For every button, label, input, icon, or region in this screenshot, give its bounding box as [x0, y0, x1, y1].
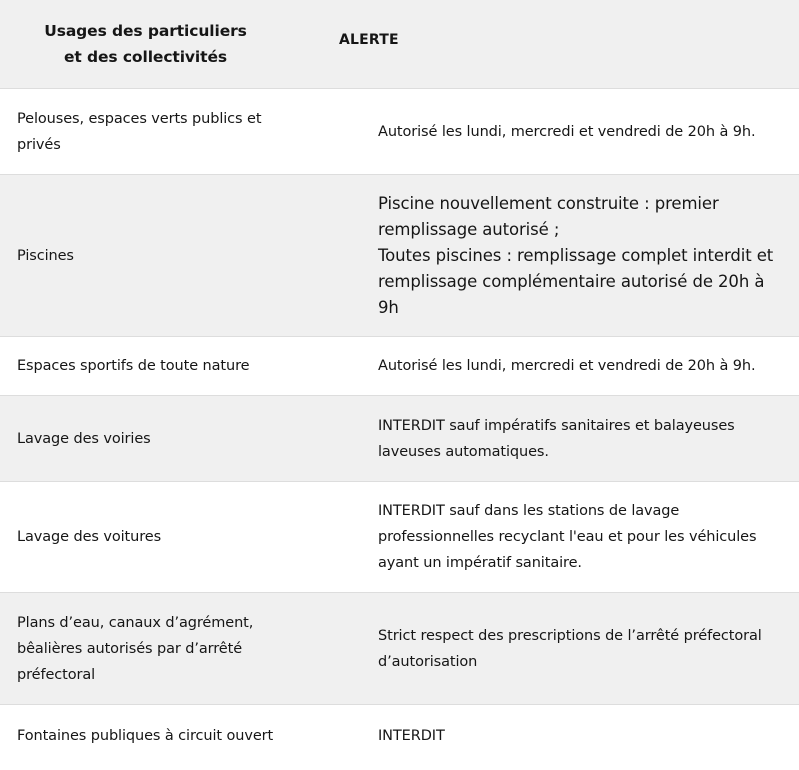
- table-header: [0, 0, 799, 89]
- table-row: [0, 396, 799, 482]
- table-row: [0, 89, 799, 175]
- usage-line: Piscines: [17, 247, 74, 264]
- alerte-line: INTERDIT sauf impératifs sanitaires et balayeuses: [378, 417, 735, 434]
- usage-line: Fontaines publiques à circuit ouvert: [17, 728, 274, 744]
- alerte-line: Strict respect des prescriptions de l’arrêté préfectoral: [378, 627, 762, 644]
- usage-cell: [0, 353, 361, 379]
- alerte-cell: [361, 413, 799, 465]
- alerte-cell: [361, 498, 799, 576]
- usage-cell: [0, 243, 361, 269]
- alerte-line: d’autorisation: [378, 653, 478, 670]
- table-row: [0, 482, 799, 593]
- usage-line: Lavage des voitures: [17, 529, 162, 545]
- alerte-cell: [361, 191, 799, 321]
- alerte-cell: [361, 353, 799, 379]
- alerte-line: 9h: [378, 297, 399, 317]
- alerte-line: Piscine nouvellement construite : premier: [378, 193, 719, 213]
- alerte-cell: [361, 623, 799, 675]
- alerte-line: Autorisé les lundi, mercredi et vendredi de 20h à 9h.: [378, 123, 756, 140]
- table-row: [0, 593, 799, 705]
- usage-cell: [0, 106, 361, 158]
- table-row: [0, 175, 799, 337]
- usage-cell: [0, 524, 361, 550]
- usage-line: Plans d’eau, canaux d’agrément,: [17, 614, 254, 631]
- header-usages-line-1: Usages des particuliers: [44, 22, 247, 40]
- usage-line: privés: [17, 136, 61, 153]
- alerte-line: professionnelles recyclant l'eau et pour les véhicules: [378, 529, 757, 545]
- alerte-line: ayant un impératif sanitaire.: [378, 555, 582, 571]
- usage-line: bêalières autorisés par d’arrêté: [17, 640, 243, 657]
- alerte-line: Toutes piscines : remplissage complet interdit et: [378, 245, 774, 265]
- alerte-cell: [361, 119, 799, 145]
- usage-line: préfectoral: [17, 666, 96, 683]
- usage-line: Pelouses, espaces verts publics et: [17, 110, 262, 127]
- alerte-line: remplissage complémentaire autorisé de 20h à: [378, 271, 765, 291]
- header-usages-line-2: et des collectivités: [64, 48, 227, 66]
- alerte-line: INTERDIT: [378, 728, 445, 744]
- alerte-line: INTERDIT sauf dans les stations de lavage: [378, 503, 680, 519]
- table-row: [0, 705, 799, 767]
- usage-cell: [0, 723, 361, 749]
- alerte-cell: [361, 723, 799, 749]
- table-row: [0, 337, 799, 396]
- alerte-line: remplissage autorisé ;: [378, 219, 560, 239]
- alerte-line: laveuses automatiques.: [378, 443, 549, 460]
- header-alerte: ALERTE: [339, 32, 399, 48]
- usage-line: Lavage des voiries: [17, 430, 151, 447]
- alerte-line: Autorisé les lundi, mercredi et vendredi de 20h à 9h.: [378, 358, 756, 374]
- usage-line: Espaces sportifs de toute nature: [17, 358, 250, 374]
- header-usages: [0, 18, 361, 70]
- usage-cell: [0, 610, 361, 688]
- usage-cell: [0, 426, 361, 452]
